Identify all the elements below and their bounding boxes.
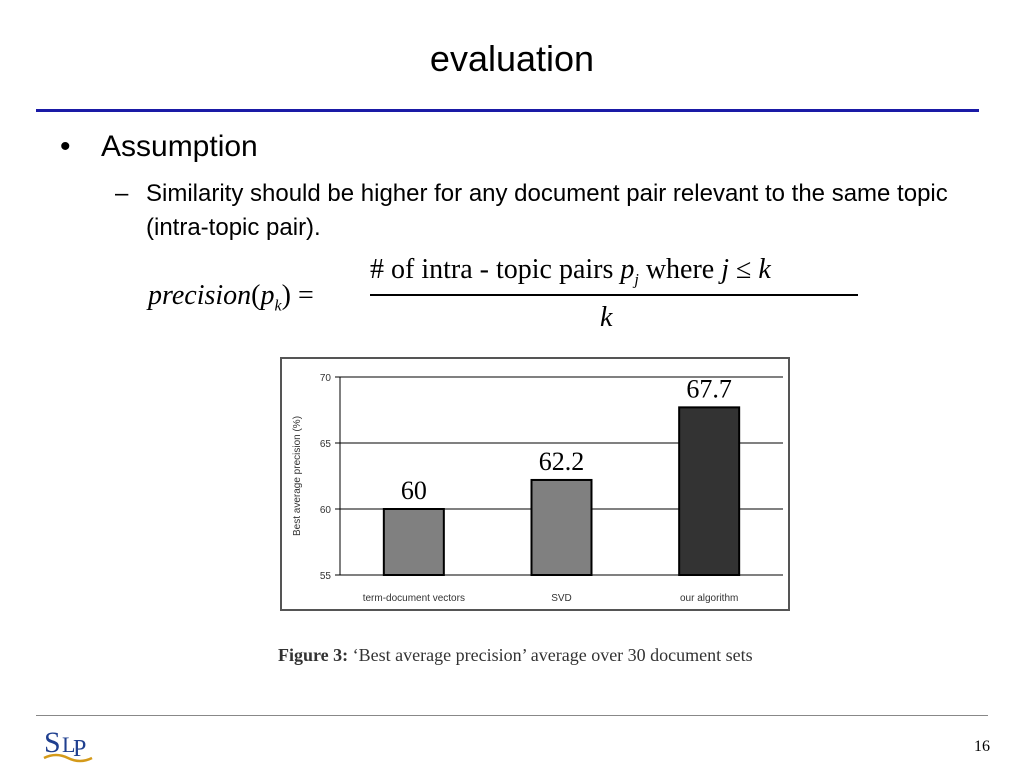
bar (532, 480, 592, 575)
y-tick-label: 55 (319, 571, 331, 582)
x-tick-label: term-document vectors (362, 593, 465, 604)
formula-numerator (370, 254, 771, 290)
x-tick-label: our algorithm (679, 593, 739, 604)
y-tick-label: 70 (319, 373, 331, 384)
formula-equals: = (297, 280, 314, 311)
figure-caption (278, 643, 798, 667)
formula-arg-sub: k (274, 297, 282, 315)
title-divider (36, 109, 979, 112)
slide-title: evaluation (429, 38, 595, 79)
formula-func: precision (148, 280, 252, 311)
bar (679, 407, 739, 575)
fraction-bar (370, 294, 858, 296)
x-tick-label: SVD (551, 593, 572, 604)
formula-lhs: $precision(p_k)$ = (148, 280, 314, 315)
caption-text: ‘Best average precision’ average over 30 document sets (352, 645, 753, 665)
caption-label: Figure 3: (278, 645, 349, 665)
formula-denominator: k (600, 302, 613, 333)
formula-cond-var: j (721, 254, 730, 285)
data-label: 62.2 (538, 446, 585, 476)
formula-cond-rhs: k (758, 254, 771, 285)
formula-num-text: # of intra - topic pairs (370, 254, 614, 285)
sub-bullet-dash: – (115, 180, 129, 207)
y-axis-label: Best average precision (%) (292, 415, 303, 537)
bullet-dot: • (60, 130, 71, 163)
formula-num-sub: j (634, 271, 639, 289)
svg-text:S: S (44, 726, 61, 759)
svg-text:L: L (62, 732, 76, 757)
slp-logo (42, 722, 94, 764)
precision-bar-chart (280, 357, 790, 611)
bullet-text: Assumption (101, 130, 258, 163)
formula-arg-var: p (260, 280, 275, 311)
formula-cond-op: ≤ (736, 254, 752, 285)
footer-divider (36, 715, 988, 716)
formula-num-var: p (620, 254, 635, 285)
data-label: 67.7 (686, 374, 732, 404)
bar (384, 509, 444, 575)
formula-num-where: where (645, 254, 715, 285)
y-tick-label: 65 (319, 439, 331, 450)
precision-formula (148, 250, 868, 340)
data-label: 60 (400, 476, 427, 505)
page-number: 16 (974, 738, 990, 755)
svg-text:P: P (73, 736, 87, 762)
y-tick-label: 60 (319, 505, 331, 516)
sub-bullet-text: Similarity should be higher for any document pair relevant to the same topic (intra-topic pair). (146, 180, 948, 241)
